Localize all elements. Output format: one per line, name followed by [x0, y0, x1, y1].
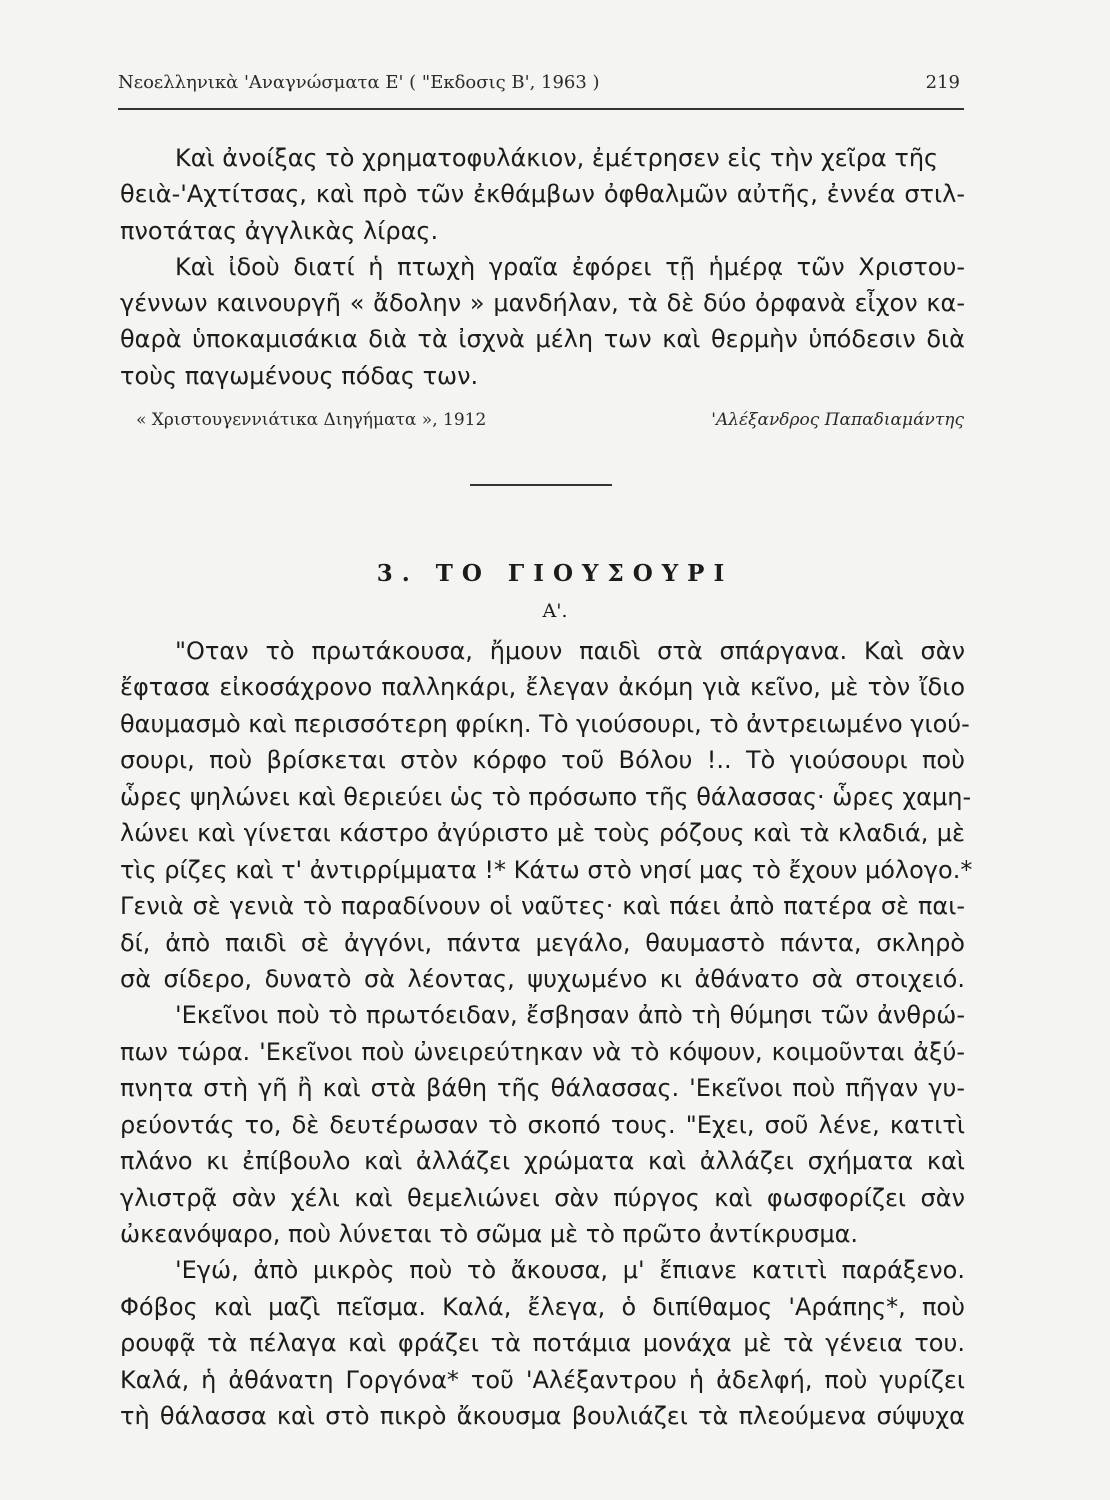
- text-line: πνητα στὴ γῆ ἢ καὶ στὰ βάθη τῆς θάλασσας. 'Εκεῖνοι ποὺ πῆγαν γυ-: [120, 1074, 965, 1103]
- text-line: γέννων καινουργῆ « ἄδολην » μανδήλαν, τὰ δὲ δύο ὀρφανὰ εἶχον κα-: [120, 289, 965, 318]
- section-separator: [470, 484, 612, 486]
- running-title: Νεοελληνικὰ 'Αναγνώσματα Ε' ( "Εκδοσις Β', 1963 ): [118, 72, 600, 93]
- main-text: [120, 633, 973, 1435]
- text-line: γλιστρᾷ σὰν χέλι καὶ θεμελιώνει σὰν πύργος καὶ φωσφορίζει σὰν: [120, 1183, 965, 1212]
- chapter-title: 3. ΤΟ ΓΙΟΥΣΟΥΡΙ: [376, 560, 734, 587]
- text-line: πνοτάτας ἀγγλικὰς λίρας.: [120, 216, 439, 245]
- header-rule: [118, 108, 964, 110]
- text-line: 'Εγώ, ἀπὸ μικρὸς ποὺ τὸ ἄκουσα, μ' ἔπιανε κατιτὶ παράξενο.: [175, 1256, 965, 1285]
- page-number: 219: [925, 72, 960, 93]
- chapter-part: Α'.: [542, 600, 568, 622]
- text-line: δί, ἀπὸ παιδὶ σὲ ἀγγόνι, πάντα μεγάλο, θαυμαστὸ πάντα, σκληρὸ: [120, 928, 965, 957]
- text-line: 'Εκεῖνοι ποὺ τὸ πρωτόειδαν, ἔσβησαν ἀπὸ τὴ θύμησι τῶν ἀνθρώ-: [175, 1001, 965, 1030]
- citation-source: « Χριστουγεννιάτικα Διηγήματα », 1912: [136, 410, 487, 430]
- text-line: θαυμασμὸ καὶ περισσότερη φρίκη. Τὸ γιούσουρι, τὸ ἀντρειωμένο γιού-: [120, 709, 970, 738]
- text-line: θειὰ-'Αχτίτσας, καὶ πρὸ τῶν ἐκθάμβων ὀφθαλμῶν αὐτῆς, ἐννέα στιλ-: [120, 180, 965, 209]
- text-line: ἔφτασα εἰκοσάχρονο παλληκάρι, ἔλεγαν ἀκόμη γιὰ κεῖνο, μὲ τὸν ἴδιο: [120, 673, 965, 702]
- running-header: [118, 72, 964, 102]
- citation-author: 'Αλέξανδρος Παπαδιαμάντης: [711, 410, 964, 430]
- text-line: ρουφᾷ τὰ πέλαγα καὶ φράζει τὰ ποτάμια μονάχα μὲ τὰ γένεια του.: [120, 1329, 965, 1358]
- text-line: ὠκεανόψαρο, ποὺ λύνεται τὸ σῶμα μὲ τὸ πρῶτο ἀντίκρυσμα.: [120, 1220, 859, 1248]
- text-line: τοὺς παγωμένους πόδας των.: [120, 361, 479, 390]
- text-line: πλάνο κι ἐπίβουλο καὶ ἀλλάζει χρώματα καὶ ἀλλάζει σχήματα καὶ: [120, 1147, 965, 1176]
- text-line: Γενιὰ σὲ γενιὰ τὸ παραδίνουν οἱ ναῦτες· καὶ πάει ἀπὸ πατέρα σὲ παι-: [120, 892, 965, 921]
- text-line: ὧρες ψηλώνει καὶ θεριεύει ὡς τὸ πρόσωπο τῆς θάλασσας· ὧρες χαμη-: [120, 782, 972, 811]
- text-line: τὴ θάλασσα καὶ στὸ πικρὸ ἄκουσμα βουλιάζει τὰ πλεούμενα σύψυχα: [120, 1402, 965, 1431]
- text-line: "Οταν τὸ πρωτάκουσα, ἤμουν παιδὶ στὰ σπάργανα. Καὶ σὰν: [175, 637, 965, 665]
- text-line: σὰ σίδερο, δυνατὸ σὰ λέοντας, ψυχωμένο κι ἀθάνατο σὰ στοιχειό.: [120, 964, 965, 993]
- text-line: Καλά, ἡ ἀθάνατη Γοργόνα* τοῦ 'Αλέξαντρου ἡ ἀδελφή, ποὺ γυρίζει: [120, 1365, 965, 1394]
- text-line: σουρι, ποὺ βρίσκεται στὸν κόρφο τοῦ Βόλου !.. Τὸ γιούσουρι ποὺ: [120, 746, 965, 775]
- text-line: Καὶ ἰδοὺ διατί ἡ πτωχὴ γραῖα ἐφόρει τῇ ἡμέρᾳ τῶν Χριστου-: [175, 252, 965, 281]
- text-line: Φόβος καὶ μαζὶ πεῖσμα. Καλά, ἔλεγα, ὁ διπίθαμος 'Αράπης*, ποὺ: [120, 1292, 965, 1321]
- text-line: πων τώρα. 'Εκεῖνοι ποὺ ὠνειρεύτηκαν νὰ τὸ κόψουν, κοιμοῦνται ἀξύ-: [120, 1037, 965, 1066]
- text-line: λώνει καὶ γίνεται κάστρο ἀγύριστο μὲ τοὺς ρόζους καὶ τὰ κλαδιά, μὲ: [120, 819, 965, 848]
- text-line: Καὶ ἀνοίξας τὸ χρηματοφυλάκιον, ἐμέτρησεν εἰς τὴν χεῖρα τῆς: [175, 144, 939, 172]
- text-line: θαρὰ ὑποκαμισάκια διὰ τὰ ἰσχνὰ μέλη των καὶ θερμὴν ὑπόδεσιν διὰ: [120, 325, 965, 354]
- text-line: ρεύοντάς το, δὲ δευτέρωσαν τὸ σκοπό τους. "Εχει, σοῦ λένε, κατιτὶ: [120, 1110, 965, 1139]
- text-line: τὶς ρίζες καὶ τ' ἀντιρρίμματα !* Κάτω στὸ νησί μας τὸ ἔχουν μόλογο.*: [120, 855, 973, 884]
- citation: [118, 410, 964, 440]
- top-passage: [120, 140, 965, 394]
